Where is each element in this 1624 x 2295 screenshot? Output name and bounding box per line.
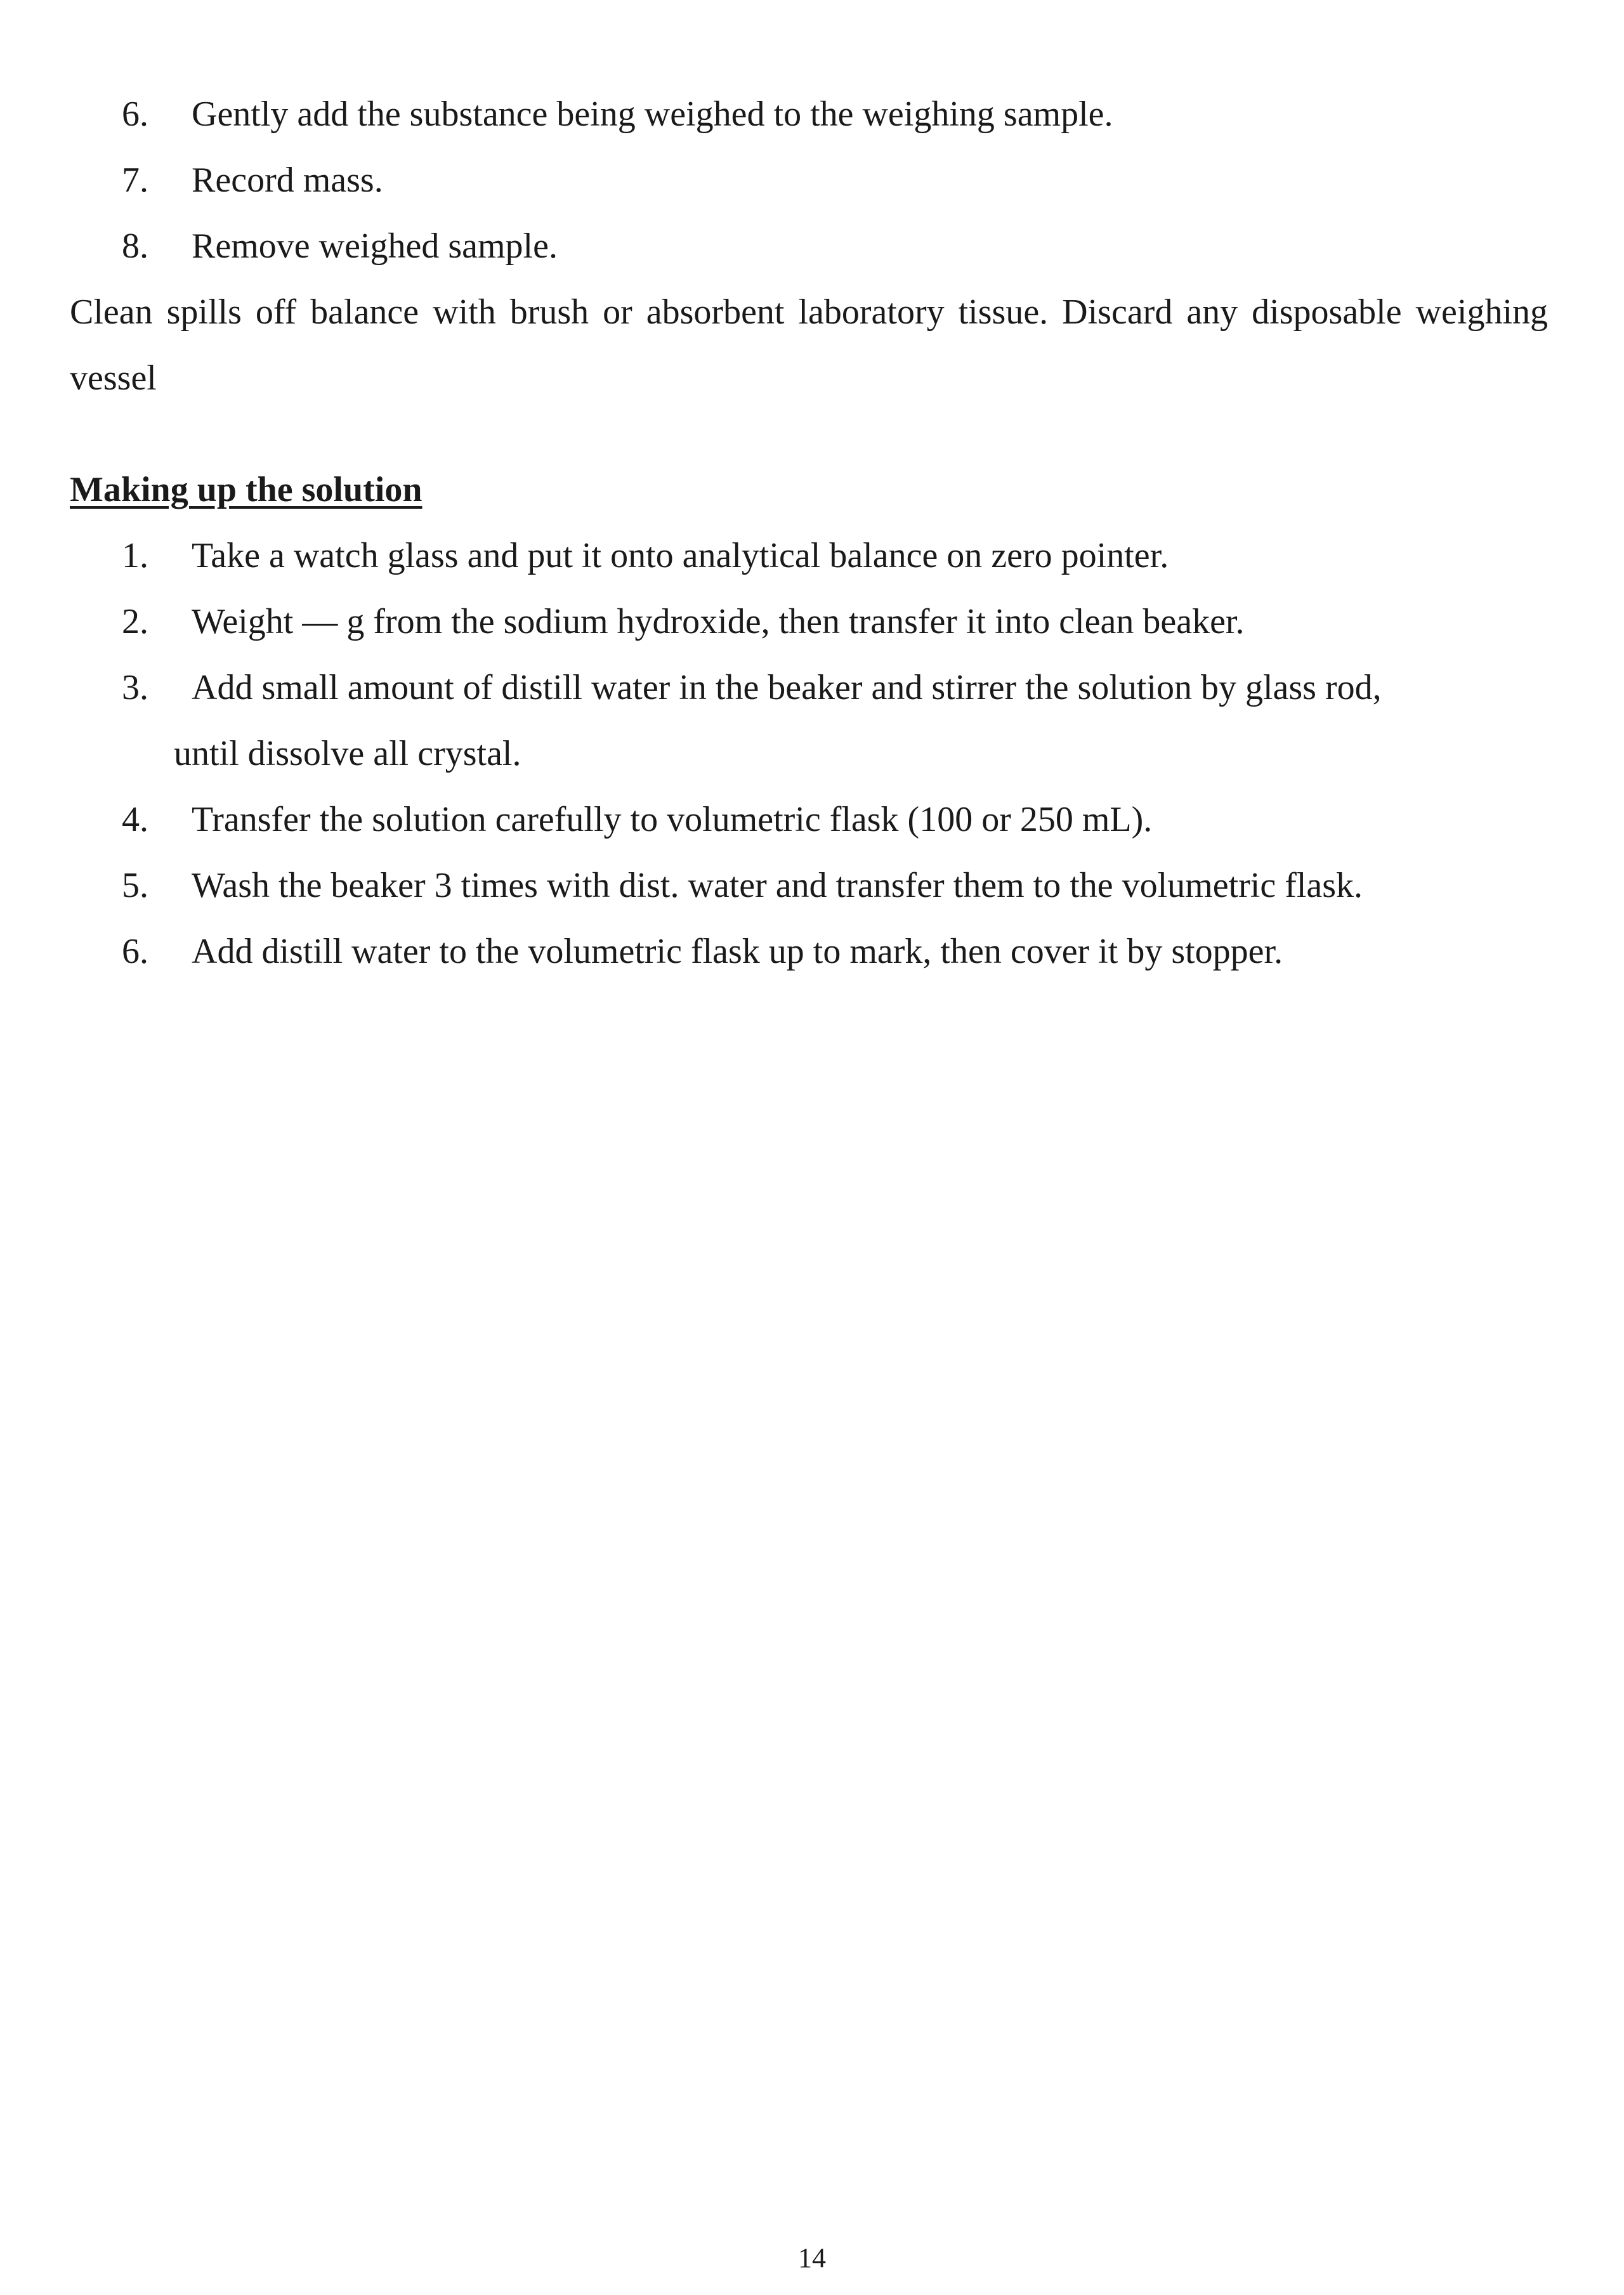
- list-item-number: 4.: [122, 800, 148, 839]
- section-heading: Making up the solution: [70, 470, 422, 509]
- page-number: 14: [798, 2242, 826, 2273]
- list-item-number: 7.: [122, 160, 148, 200]
- list-item-text: Remove weighed sample.: [192, 226, 558, 266]
- list-item-text: Gently add the substance being weighed to the weighing sample.: [192, 95, 1113, 134]
- list-item-number: 2.: [122, 602, 148, 641]
- list-item: [70, 589, 1548, 655]
- list-item-text: Weight — g from the sodium hydroxide, then transfer it into clean beaker.: [192, 602, 1245, 641]
- list-item-number: 6.: [122, 932, 148, 971]
- list-item-text: Transfer the solution carefully to volumetric flask (100 or 250 mL).: [192, 800, 1153, 839]
- list-item: [70, 147, 1548, 213]
- list-item-number: 6.: [122, 95, 148, 134]
- list-item-number: 8.: [122, 226, 148, 266]
- list-item-number: 5.: [122, 866, 148, 905]
- list-item: [70, 853, 1548, 919]
- list-item: [70, 655, 1548, 787]
- list-item-number: 3.: [122, 668, 148, 707]
- list-item-text: Take a watch glass and put it onto analytical balance on zero pointer.: [192, 536, 1169, 575]
- cleanup-paragraph: Clean spills off balance with brush or absorbent laboratory tissue. Discard any disposable weighing vessel: [70, 292, 1548, 398]
- continued-steps-list: [70, 81, 1548, 279]
- solution-steps-list: [70, 523, 1548, 984]
- list-item-text: Record mass.: [192, 160, 383, 200]
- list-item: [70, 787, 1548, 853]
- cleanup-paragraph-block: [70, 279, 1548, 411]
- list-item: [70, 81, 1548, 147]
- list-item-number: 1.: [122, 536, 148, 575]
- list-item: [70, 919, 1548, 984]
- list-item: [70, 523, 1548, 589]
- list-item-continuation: until dissolve all crystal.: [174, 734, 521, 773]
- list-item: [70, 213, 1548, 279]
- list-item-text: Wash the beaker 3 times with dist. water and transfer them to the volumetric flask.: [192, 866, 1363, 905]
- list-item-text: Add distill water to the volumetric flask up to mark, then cover it by stopper.: [192, 932, 1283, 971]
- section-heading-block: [70, 457, 1548, 523]
- list-item-text: Add small amount of distill water in the beaker and stirrer the solution by glass rod,: [192, 668, 1382, 707]
